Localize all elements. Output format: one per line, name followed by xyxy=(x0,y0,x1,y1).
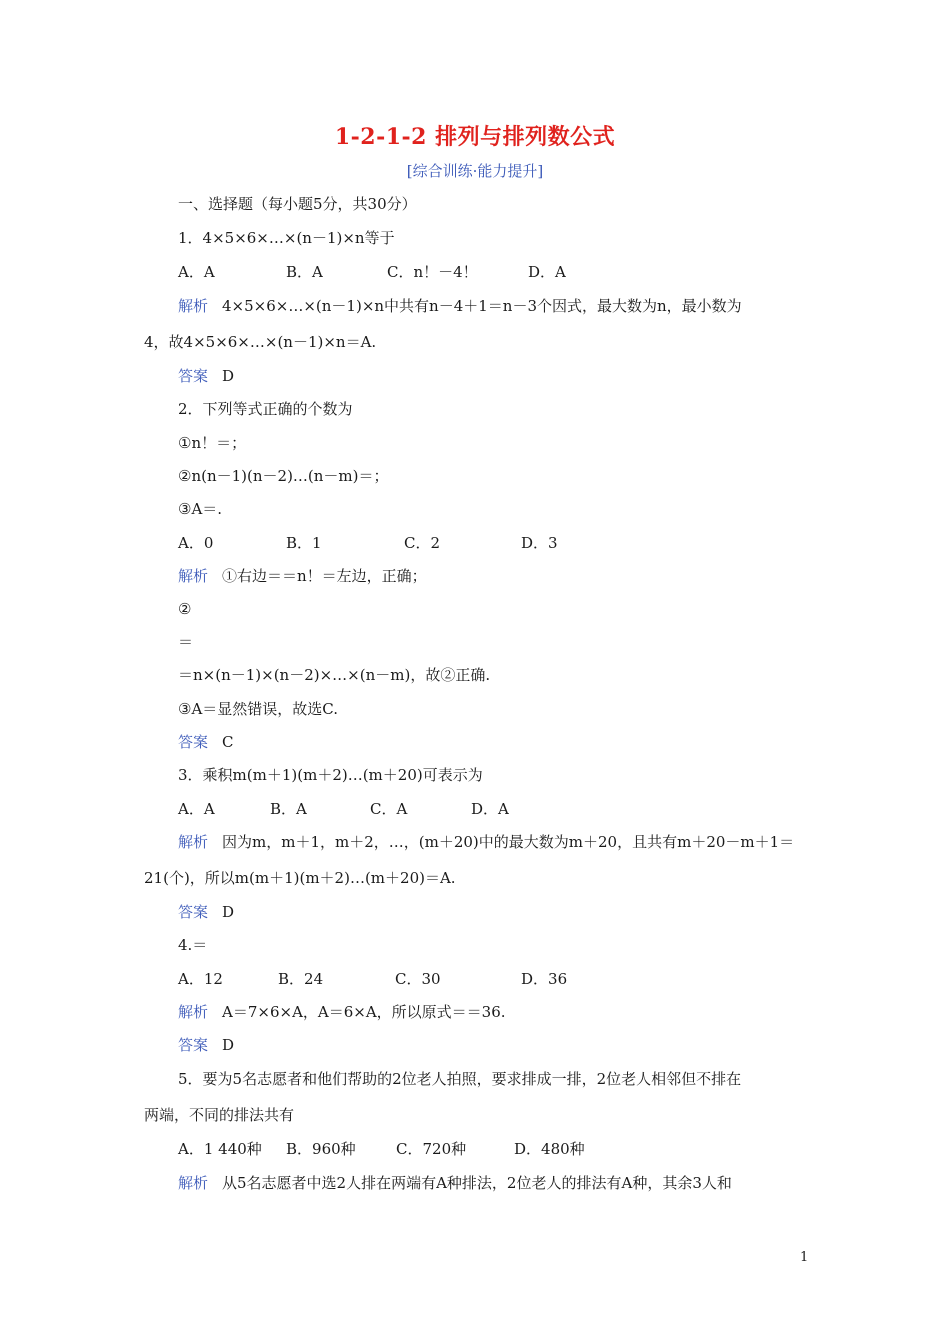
q2-item-1: ①n！＝； xyxy=(178,434,247,452)
q3-answer: 答案 D xyxy=(178,903,235,921)
q2-item-2: ②n(n－1)(n－2)…(n－m)＝； xyxy=(178,467,389,485)
q2-options xyxy=(178,533,558,553)
q2-analysis-line-5: ③A＝显然错误，故选C. xyxy=(178,700,338,718)
q2-option-c: C．2 xyxy=(404,534,441,552)
q2-analysis-line-1: 解析 ①右边＝＝n！＝左边，正确； xyxy=(178,567,427,585)
q2-option-a: A．0 xyxy=(178,534,214,552)
q3-option-c: C．A xyxy=(370,800,408,818)
page-title: 1-2-1-2 排列与排列数公式 xyxy=(334,124,616,150)
q3-stem: 3．乘积m(m＋1)(m＋2)…(m＋20)可表示为 xyxy=(178,766,483,784)
q2-option-d: D．3 xyxy=(521,534,558,552)
q2-analysis-line-3: ＝ xyxy=(178,633,194,651)
answer-label: 答案 xyxy=(178,903,209,921)
section-heading: 一、选择题（每小题5分，共30分） xyxy=(178,195,417,213)
analysis-label: 解析 xyxy=(178,1003,209,1021)
answer-label: 答案 xyxy=(178,733,209,751)
page-subtitle: [综合训练·能力提升] xyxy=(406,162,544,180)
page-number: 1 xyxy=(800,1250,809,1265)
q1-option-b: B．A xyxy=(286,263,323,281)
q4-option-a: A．12 xyxy=(178,970,223,988)
q5-option-c: C．720种 xyxy=(396,1140,467,1158)
q1-option-d: D．A xyxy=(528,263,566,281)
answer-label: 答案 xyxy=(178,1036,209,1054)
q4-stem: 4.＝ xyxy=(178,936,208,954)
q3-analysis-line-1: 解析 因为m，m＋1，m＋2，…，(m＋20)中的最大数为m＋20，且共有m＋20－m＋1＝ xyxy=(178,833,795,851)
analysis-label: 解析 xyxy=(178,1174,209,1192)
q3-option-a: A．A xyxy=(178,800,215,818)
q5-option-b: B．960种 xyxy=(286,1140,356,1158)
q1-options xyxy=(178,262,566,282)
q3-options xyxy=(178,799,509,819)
q4-options xyxy=(178,969,567,989)
q3-option-b: B．A xyxy=(270,800,307,818)
q5-option-a: A．1 440种 xyxy=(178,1140,262,1158)
q4-option-b: B．24 xyxy=(278,970,324,988)
q1-analysis-line-2: 4，故4×5×6×…×(n－1)×n＝A. xyxy=(144,333,377,351)
q2-option-b: B．1 xyxy=(286,534,322,552)
analysis-label: 解析 xyxy=(178,833,209,851)
q4-option-d: D．36 xyxy=(521,970,568,988)
q3-option-d: D．A xyxy=(471,800,509,818)
q1-answer: 答案 D xyxy=(178,367,235,385)
answer-label: 答案 xyxy=(178,367,209,385)
q1-option-a: A．A xyxy=(178,263,215,281)
q4-analysis-line-1: 解析 A＝7×6×A，A＝6×A，所以原式＝＝36. xyxy=(178,1003,506,1021)
q5-analysis-line-1: 解析 从5名志愿者中选2人排在两端有A种排法，2位老人的排法有A种，其余3人和 xyxy=(178,1174,732,1192)
q5-option-d: D．480种 xyxy=(514,1140,585,1158)
q2-item-3: ③A＝. xyxy=(178,500,223,518)
analysis-label: 解析 xyxy=(178,567,209,585)
q1-analysis-line-1: 解析 4×5×6×…×(n－1)×n中共有n－4＋1＝n－3个因式，最大数为n，最小数为 xyxy=(178,297,742,315)
q2-stem: 2．下列等式正确的个数为 xyxy=(178,400,353,418)
q1-stem: 1．4×5×6×…×(n－1)×n等于 xyxy=(178,229,395,247)
q5-options xyxy=(178,1139,585,1159)
q5-stem-line-2: 两端，不同的排法共有 xyxy=(144,1106,295,1124)
q2-answer: 答案 C xyxy=(178,733,234,751)
q5-stem-line-1: 5．要为5名志愿者和他们帮助的2位老人拍照，要求排成一排，2位老人相邻但不排在 xyxy=(178,1070,742,1088)
q3-analysis-line-2: 21(个)，所以m(m＋1)(m＋2)…(m＋20)＝A. xyxy=(144,869,456,887)
q2-analysis-line-2: ② xyxy=(178,600,192,618)
q1-option-c: C．n！－4！ xyxy=(387,263,478,281)
q4-option-c: C．30 xyxy=(395,970,441,988)
analysis-label: 解析 xyxy=(178,297,209,315)
q2-analysis-line-4: ＝n×(n－1)×(n－2)×…×(n－m)，故②正确. xyxy=(178,666,491,684)
q4-answer: 答案 D xyxy=(178,1036,235,1054)
